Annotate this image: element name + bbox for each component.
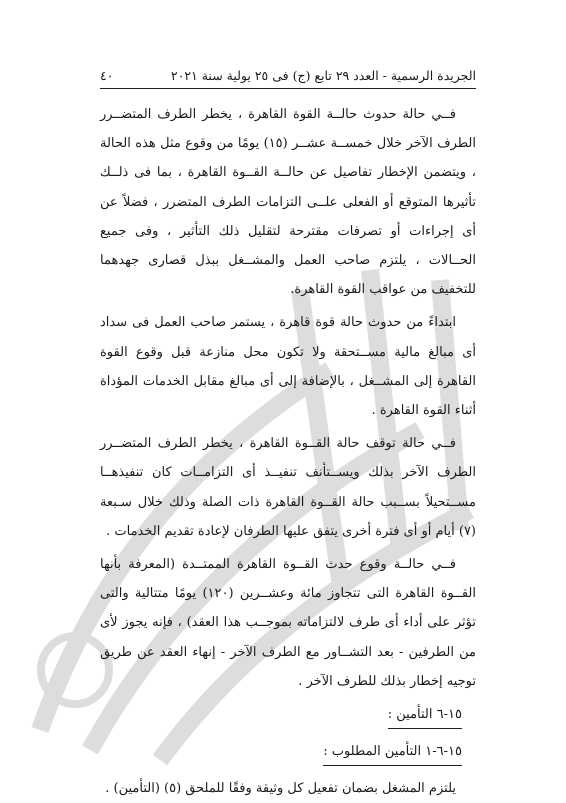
- paragraph-force-majeure-notice: فــي حالة حدوث حالــة القوة القاهرة ، يخطر الطرف المتضــرر الطرف الآخر خلال خمســة عشــر (١٥) يومًا من وقوع مثل هذه الحالة ، ويتضمن الإخطار تفاصيل عن حالــة القــوة القاهرة ، بما فى ذلــك تأثيرها المتوقع أو الفعلى علــى التزامات الطرف المتضرر ، فضلاً عن أى إجراءات أو تصرفات مقترحة لتقليل ذلك التأثير ، وفى جميع الحــالات ، يلتزم صاحب العمل والمشــغل ببذل قصارى جهدهما للتخفيف من عواقب القوة القاهرة.: [100, 107, 476, 298]
- section-heading-required-insurance: [100, 737, 476, 770]
- page-number: ٤٠: [100, 67, 114, 83]
- header-divider: [100, 88, 476, 89]
- section-heading-insurance-text: ١٥-٦ التأمين :: [388, 704, 462, 729]
- paragraph-force-majeure-end: فــي حالة توقف حالة القــوة القاهرة ، يخطر الطرف المتضــرر الطرف الآخر بذلك ويســتأنف تنفيــذ أى التزامــات كان تنفيذهــا مســتحيلاً بســبب حالة القــوة القاهرة ذات الصلة وذلك خلال سـبعة (٧) أيام أو أى فترة أخرى يتفق عليها الطرفان لإعادة تقديم الخدمات .: [100, 436, 476, 539]
- section-heading-insurance: [100, 700, 476, 733]
- paragraph-insurance-obligation: يلتزم المشغل بضمان تفعيل كل وثيقة وفقًا للملحق (٥) (التأمين) .: [105, 781, 456, 797]
- paragraph-extended-force-majeure: فــي حالــة وقوع حدث القــوة القاهرة الممتــدة (المعرفة بأنها القــوة القاهرة التى تتجاوز مائة وعشــرين (١٢٠) يومًا متتالية والتى تؤثر على أداء أى طرف لالتزاماته بموجــب هذا العقد) ، فإنه يجوز لأى من الطرفين - بعد التشــاور مع الطرف الآخر - إنهاء العقد عن طريق توجيه إخطار بذلك للطرف الآخر .: [100, 557, 476, 689]
- section-heading-required-insurance-text: ١٥-٦-١ التأمين المطلوب :: [323, 741, 462, 766]
- header-title: الجريدة الرسمية - العدد ٢٩ تابع (ج) فى ٢٥ يولية سنة ٢٠٢١: [170, 67, 476, 83]
- page-header: [100, 62, 476, 88]
- document-body: [100, 100, 476, 803]
- paragraph-payment-continuation: ابتداءً من حدوث حالة قوة قاهرة ، يستمر صاحب العمل فى سداد أى مبالغ مالية مســتحقة ولا تكون محل منازعة قبل وقوع القوة القاهرة إلى المشــغل ، بالإضافة إلى أى مبالغ مقابل الخدمات المؤداة أثناء القوة القاهرة .: [100, 315, 476, 419]
